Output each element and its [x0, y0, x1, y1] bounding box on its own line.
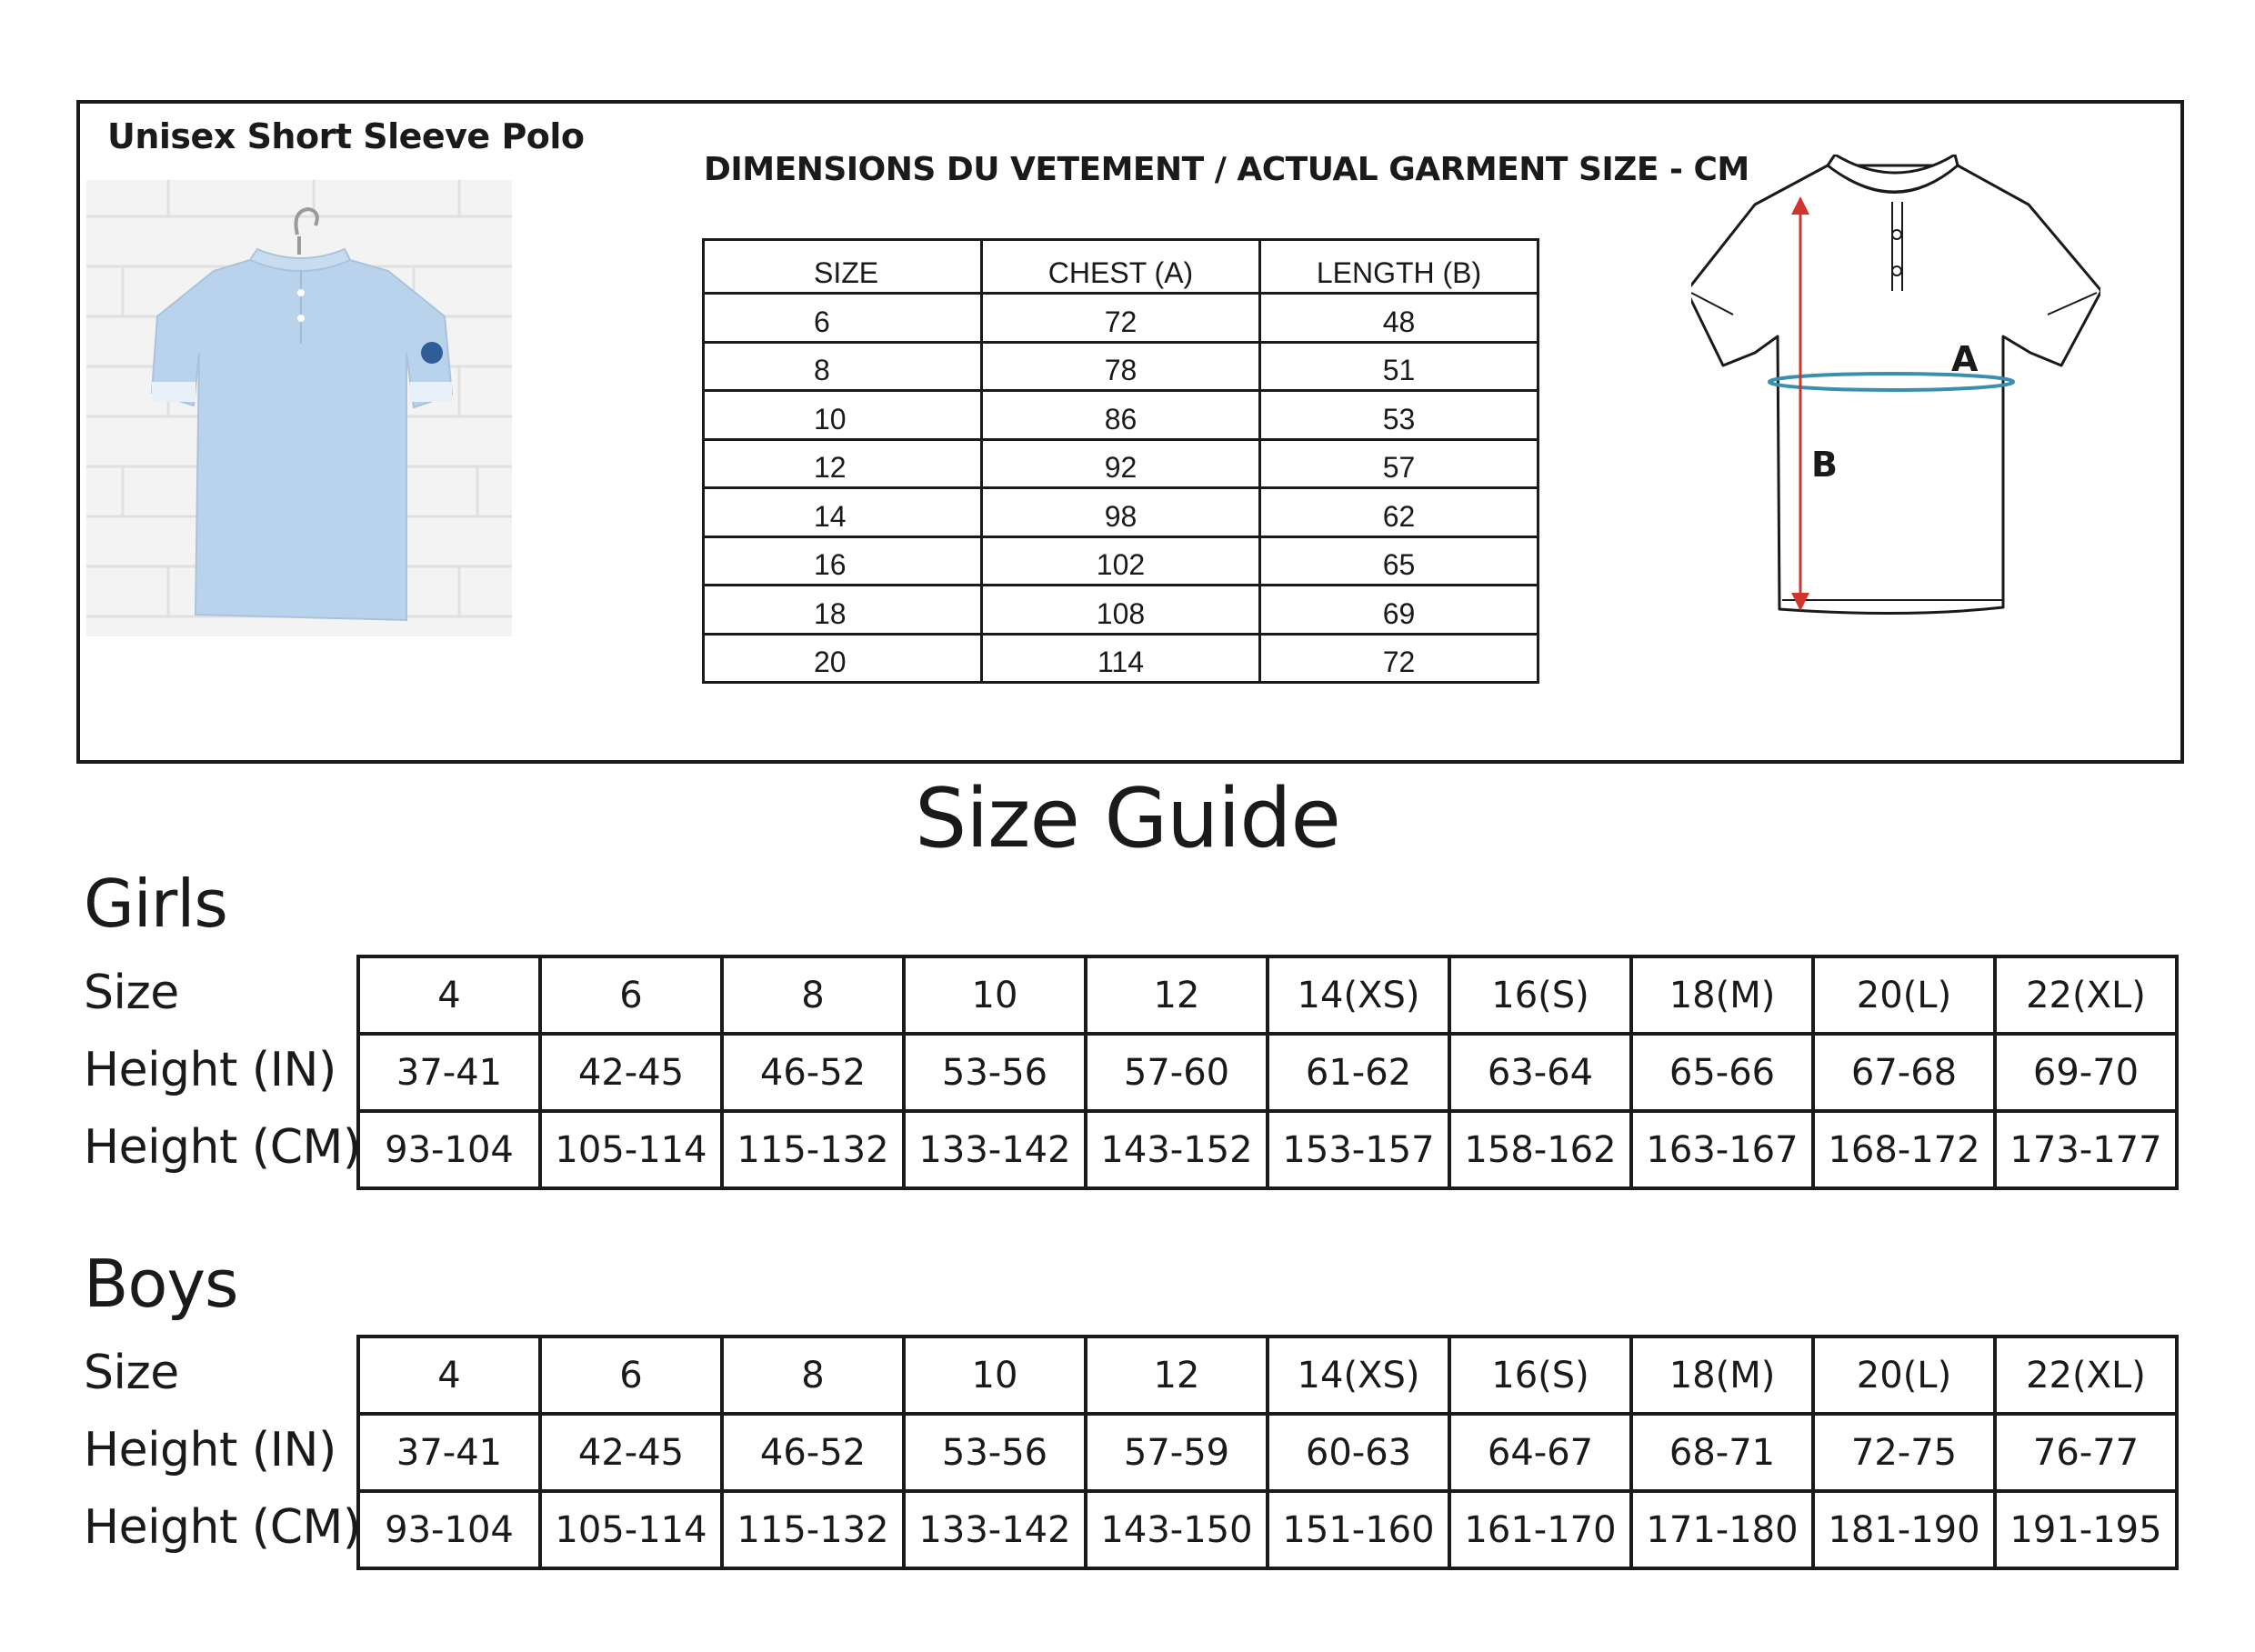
size-cell: 12	[1086, 1337, 1268, 1414]
size-cell: 22(XL)	[1995, 1337, 2177, 1414]
height-in-cell: 37-41	[358, 1034, 540, 1111]
product-photo	[86, 180, 512, 636]
size-cell: 14(XS)	[1268, 1337, 1449, 1414]
size-cell: 10	[904, 1337, 1086, 1414]
dim-chest: 108	[982, 586, 1260, 635]
dimensions-table	[702, 238, 1539, 684]
dim-length: 51	[1260, 342, 1538, 391]
dim-length: 72	[1260, 634, 1538, 683]
height-in-cell: 67-68	[1813, 1034, 1995, 1111]
dim-chest: 98	[982, 488, 1260, 537]
table-row	[704, 488, 1538, 537]
label-a: A	[1951, 339, 1979, 379]
height-cm-cell: 115-132	[722, 1491, 904, 1568]
height-in-cell: 53-56	[904, 1414, 1086, 1491]
size-cell: 8	[722, 1337, 904, 1414]
dim-chest: 72	[982, 294, 1260, 343]
dimensions-header-row	[704, 240, 1538, 294]
dim-size: 16	[704, 536, 982, 586]
header-size: SIZE	[704, 240, 982, 294]
row-label-size: Size	[84, 966, 179, 1020]
dim-size: 20	[704, 634, 982, 683]
size-cell: 16(S)	[1449, 956, 1631, 1034]
dim-size: 10	[704, 391, 982, 440]
height-cm-cell: 143-150	[1086, 1491, 1268, 1568]
height-cm-cell: 93-104	[358, 1111, 540, 1188]
dim-size: 14	[704, 488, 982, 537]
height-in-cell: 53-56	[904, 1034, 1086, 1111]
size-cell: 10	[904, 956, 1086, 1034]
height-cm-cell: 163-167	[1631, 1111, 1813, 1188]
measurement-diagram	[1691, 155, 2100, 627]
sizes-row	[358, 956, 2177, 1034]
dimensions-title: DIMENSIONS DU VETEMENT / ACTUAL GARMENT SIZE - CM	[704, 151, 1749, 188]
size-cell: 22(XL)	[1995, 956, 2177, 1034]
height-cm-cell: 158-162	[1449, 1111, 1631, 1188]
dim-length: 53	[1260, 391, 1538, 440]
height-cm-cell: 171-180	[1631, 1491, 1813, 1568]
height-cm-row	[358, 1491, 2177, 1568]
dim-chest: 102	[982, 536, 1260, 586]
dim-length: 48	[1260, 294, 1538, 343]
height-in-cell: 69-70	[1995, 1034, 2177, 1111]
size-cell: 4	[358, 956, 540, 1034]
height-in-cell: 37-41	[358, 1414, 540, 1491]
height-cm-cell: 173-177	[1995, 1111, 2177, 1188]
size-cell: 14(XS)	[1268, 956, 1449, 1034]
boys-row-labels	[84, 1335, 361, 1567]
dim-length: 65	[1260, 536, 1538, 586]
dim-length: 69	[1260, 586, 1538, 635]
dim-chest: 78	[982, 342, 1260, 391]
row-label-height-in: Height (IN)	[84, 1423, 336, 1477]
table-row	[704, 342, 1538, 391]
dim-chest: 114	[982, 634, 1260, 683]
girls-row-labels	[84, 955, 361, 1186]
row-label-size: Size	[84, 1346, 179, 1400]
height-cm-cell: 153-157	[1268, 1111, 1449, 1188]
height-in-cell: 46-52	[722, 1034, 904, 1111]
header-chest: CHEST (A)	[982, 240, 1260, 294]
height-cm-cell: 93-104	[358, 1491, 540, 1568]
dim-length: 62	[1260, 488, 1538, 537]
height-in-cell: 64-67	[1449, 1414, 1631, 1491]
height-in-cell: 57-59	[1086, 1414, 1268, 1491]
table-row	[704, 439, 1538, 488]
height-cm-cell: 133-142	[904, 1491, 1086, 1568]
product-title: Unisex Short Sleeve Polo	[107, 116, 585, 156]
dim-size: 6	[704, 294, 982, 343]
dim-size: 8	[704, 342, 982, 391]
height-cm-cell: 161-170	[1449, 1491, 1631, 1568]
height-cm-cell: 115-132	[722, 1111, 904, 1188]
table-row	[704, 391, 1538, 440]
size-cell: 18(M)	[1631, 956, 1813, 1034]
height-cm-cell: 181-190	[1813, 1491, 1995, 1568]
height-cm-row	[358, 1111, 2177, 1188]
table-row	[704, 586, 1538, 635]
height-in-cell: 72-75	[1813, 1414, 1995, 1491]
size-cell: 6	[540, 1337, 722, 1414]
dim-length: 57	[1260, 439, 1538, 488]
size-cell: 18(M)	[1631, 1337, 1813, 1414]
height-cm-cell: 151-160	[1268, 1491, 1449, 1568]
girls-size-table	[356, 955, 2179, 1190]
size-cell: 12	[1086, 956, 1268, 1034]
height-in-row	[358, 1034, 2177, 1111]
size-cell: 6	[540, 956, 722, 1034]
boys-size-table	[356, 1335, 2179, 1570]
height-in-cell: 46-52	[722, 1414, 904, 1491]
size-cell: 8	[722, 956, 904, 1034]
sizes-row	[358, 1337, 2177, 1414]
height-in-cell: 57-60	[1086, 1034, 1268, 1111]
height-cm-cell: 133-142	[904, 1111, 1086, 1188]
height-cm-cell: 168-172	[1813, 1111, 1995, 1188]
height-cm-cell: 105-114	[540, 1491, 722, 1568]
dim-size: 12	[704, 439, 982, 488]
height-in-cell: 61-62	[1268, 1034, 1449, 1111]
size-cell: 4	[358, 1337, 540, 1414]
dim-chest: 86	[982, 391, 1260, 440]
height-in-cell: 76-77	[1995, 1414, 2177, 1491]
dim-size: 18	[704, 586, 982, 635]
label-b: B	[1811, 445, 1838, 485]
height-in-cell: 63-64	[1449, 1034, 1631, 1111]
height-in-row	[358, 1414, 2177, 1491]
height-in-cell: 42-45	[540, 1414, 722, 1491]
girls-label: Girls	[84, 866, 227, 942]
table-row	[704, 536, 1538, 586]
height-in-cell: 65-66	[1631, 1034, 1813, 1111]
height-cm-cell: 191-195	[1995, 1491, 2177, 1568]
size-cell: 16(S)	[1449, 1337, 1631, 1414]
size-guide-title: Size Guide	[915, 771, 1340, 866]
table-row	[704, 634, 1538, 683]
height-in-cell: 60-63	[1268, 1414, 1449, 1491]
table-row	[704, 294, 1538, 343]
height-in-cell: 68-71	[1631, 1414, 1813, 1491]
height-cm-cell: 143-152	[1086, 1111, 1268, 1188]
size-cell: 20(L)	[1813, 1337, 1995, 1414]
height-cm-cell: 105-114	[540, 1111, 722, 1188]
header-length: LENGTH (B)	[1260, 240, 1538, 294]
row-label-height-cm: Height (CM)	[84, 1120, 361, 1175]
size-cell: 20(L)	[1813, 956, 1995, 1034]
row-label-height-in: Height (IN)	[84, 1043, 336, 1097]
height-in-cell: 42-45	[540, 1034, 722, 1111]
dim-chest: 92	[982, 439, 1260, 488]
row-label-height-cm: Height (CM)	[84, 1500, 361, 1555]
boys-label: Boys	[84, 1246, 238, 1322]
